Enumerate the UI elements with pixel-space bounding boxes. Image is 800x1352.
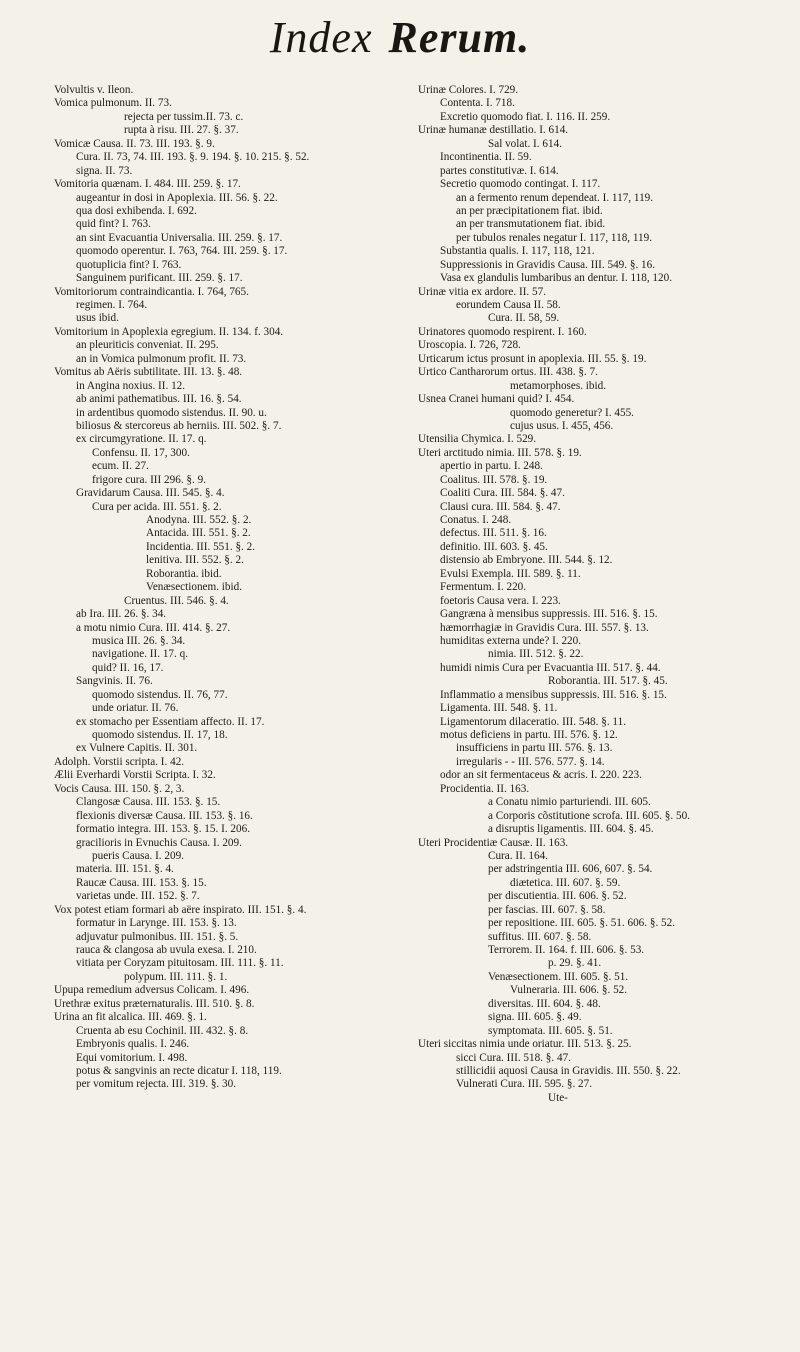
index-entry: Confensu. II. 17, 300.: [92, 446, 190, 459]
index-entry: Incidentia. III. 551. §. 2.: [146, 540, 256, 553]
index-entry: Substantia qualis. I. 117, 118, 121.: [440, 245, 595, 258]
index-entry: gracilioris in Evnuchis Causa. I. 209.: [76, 836, 242, 849]
index-entry: Vasa ex glandulis lumbaribus an dentur. I. 118, 120.: [440, 272, 672, 285]
index-entry: Urinæ humanæ destillatio. I. 614.: [418, 124, 569, 137]
index-entry: Roborantia. ibid.: [146, 567, 222, 580]
index-entry: humiditas externa unde? I. 220.: [440, 634, 582, 647]
index-entry: Procidentia. II. 163.: [440, 782, 530, 795]
index-entry: partes constitutivæ. I. 614.: [440, 164, 559, 177]
index-entry: motus deficiens in partu. III. 576. §. 12.: [440, 729, 618, 741]
index-entry: Uteri arctitudo nimia. III. 578. §. 19.: [418, 446, 582, 459]
index-entry: Vomitoriorum contraindicantia. I. 764, 765.: [54, 285, 249, 298]
index-entry: quid fint? I. 763.: [76, 218, 151, 231]
index-entry: ex stomacho per Essentiam affecto. II. 17.: [76, 715, 265, 728]
index-entry: quid? II. 16, 17.: [92, 661, 164, 674]
index-entry: rauca & clangosa ab uvula exesa. I. 210.: [76, 944, 257, 956]
index-entry: Coalitus. III. 578. §. 19.: [440, 473, 548, 486]
page-header: [0, 12, 800, 63]
index-entry: an per præcipitationem fiat. ibid.: [456, 204, 603, 217]
index-entry: Urinæ vitia ex ardore. II. 57.: [418, 285, 546, 298]
index-entry: sicci Cura. III. 518. §. 47.: [456, 1051, 571, 1064]
index-entry: Ute-: [548, 1091, 568, 1104]
index-entry: Cruentus. III. 546. §. 4.: [124, 594, 229, 607]
index-entry: Conatus. I. 248.: [440, 514, 512, 526]
index-entry: in Angina noxius. II. 12.: [76, 379, 186, 392]
index-entry: per adstringentia III. 606, 607. §. 54.: [488, 863, 653, 876]
index-entry: Coaliti Cura. III. 584. §. 47.: [440, 487, 565, 500]
index-entry: Vomitoria quænam. I. 484. III. 259. §. 17.: [54, 178, 241, 191]
index-entry: a Corporis cõstitutione scrofa. III. 605. §. 50.: [488, 809, 690, 822]
index-entry: Urethræ exitus præternaturalis. III. 510. §. 8.: [54, 997, 255, 1010]
index-entry: Upupa remedium adversus Colicam. I. 496.: [54, 984, 250, 997]
index-entry: defectus. III. 511. §. 16.: [440, 527, 547, 540]
index-entry: vitiata per Coryzam pituitosam. III. 111. §. 11.: [76, 957, 284, 970]
index-entry: quotuplicia fint? I. 763.: [76, 258, 182, 271]
index-entry: Vox potest etiam formari ab aëre inspirato. III. 151. §. 4.: [54, 903, 307, 916]
index-entry: adjuvatur pulmonibus. III. 151. §. 5.: [76, 930, 239, 943]
index-entry: Suppressionis in Gravidis Causa. III. 549. §. 16.: [440, 258, 656, 271]
index-entry: per vomitum rejecta. III. 319. §. 30.: [76, 1078, 236, 1091]
index-entry: Urinatores quomodo respirent. I. 160.: [418, 325, 587, 338]
index-entry: foetoris Causa vera. I. 223.: [440, 594, 561, 607]
index-entry: quomodo operentur. I. 763, 764. III. 259. §. 17.: [76, 245, 288, 258]
index-entry: eorundem Causa II. 58.: [456, 299, 561, 311]
index-entry: Clausi cura. III. 584. §. 47.: [440, 500, 561, 513]
index-entry: Sanguinem purificant. III. 259. §. 17.: [76, 272, 243, 285]
index-entry: formatur in Larynge. III. 153. §. 13.: [76, 917, 237, 930]
index-entry: a motu nimio Cura. III. 414. §. 27.: [76, 621, 231, 634]
index-entry: Volvultis v. Ileon.: [54, 84, 134, 96]
index-entry: ecum. II. 27.: [92, 460, 149, 473]
index-entry: Venæsectionem. III. 605. §. 51.: [488, 970, 629, 983]
index-entry: Antacida. III. 551. §. 2.: [146, 527, 251, 540]
index-entry: navigatione. II. 17. q.: [92, 648, 189, 661]
index-entry: Excretio quomodo fiat. I. 116. II. 259.: [440, 110, 611, 123]
index-entry: in ardentibus quomodo sistendus. II. 90. u.: [76, 406, 267, 419]
index-entry: Ligamentorum dilaceratio. III. 548. §. 11.: [440, 715, 626, 728]
index-entry: Evulsi Exempla. III. 589. §. 11.: [440, 567, 581, 580]
index-entry: per discutientia. III. 606. §. 52.: [488, 890, 627, 903]
index-entry: Inflammatio a mensibus suppressis. III. 516. §. 15.: [440, 688, 667, 701]
index-entry: Vulnerati Cura. III. 595. §. 27.: [456, 1078, 593, 1091]
index-entry: signa. III. 605. §. 49.: [488, 1011, 582, 1024]
index-entry: Fermentum. I. 220.: [440, 581, 527, 594]
index-entry: apertio in partu. I. 248.: [440, 460, 543, 473]
index-entry: signa. II. 73.: [76, 164, 133, 177]
index-entry: biliosus & stercoreus ab herniis. III. 502. §. 7.: [76, 419, 282, 432]
index-entry: varietas unde. III. 152. §. 7.: [76, 890, 200, 903]
index-entry: Contenta. I. 718.: [440, 97, 515, 110]
index-entry: Raucæ Causa. III. 153. §. 15.: [76, 876, 207, 889]
index-entry: a disruptis ligamentis. III. 604. §. 45.: [488, 823, 654, 836]
index-entry: Clangosæ Causa. III. 153. §. 15.: [76, 796, 221, 809]
index-entry: Ælii Everhardi Vorstii Scripta. I. 32.: [54, 769, 216, 782]
index-entry: Uteri siccitas nimia unde oriatur. III. 513. §. 25.: [418, 1038, 632, 1051]
index-entry: cujus usus. I. 455, 456.: [510, 419, 614, 432]
left-index-column: [54, 84, 409, 1344]
index-entry: Urinæ Colores. I. 729.: [418, 84, 519, 96]
index-entry: ab Ira. III. 26. §. 34.: [76, 608, 167, 621]
index-entry: Usnea Cranei humani quid? I. 454.: [418, 393, 575, 406]
index-entry: Anodyna. III. 552. §. 2.: [146, 514, 252, 526]
index-entry: materia. III. 151. §. 4.: [76, 863, 174, 876]
index-entry: regimen. I. 764.: [76, 299, 148, 311]
index-entry: distensio ab Embryone. III. 544. §. 12.: [440, 554, 613, 567]
index-entry: Vulneraria. III. 606. §. 52.: [510, 984, 628, 997]
index-entry: Urticarum ictus prosunt in apoplexia. III. 55. §. 19.: [418, 352, 647, 365]
index-entry: lenitiva. III. 552. §. 2.: [146, 554, 244, 567]
index-entry: Roborantia. III. 517. §. 45.: [548, 675, 668, 688]
index-entry: Urina an fit alcalica. III. 469. §. 1.: [54, 1011, 207, 1024]
index-entry: Uteri Procidentiæ Causæ. II. 163.: [418, 836, 569, 849]
index-entry: quomodo sistendus. II. 76, 77.: [92, 688, 228, 701]
index-entry: Sal volat. I. 614.: [488, 137, 562, 150]
index-entry: Secretio quomodo contingat. I. 117.: [440, 178, 601, 191]
index-entry: Venæsectionem. ibid.: [146, 581, 243, 594]
index-entry: Cura. II. 164.: [488, 849, 548, 862]
index-entry: per tubulos renales negatur I. 117, 118, 119.: [456, 231, 653, 244]
header-rerum-word: Rerum.: [388, 13, 531, 62]
index-entry: an a fermento renum dependeat. I. 117, 119.: [456, 191, 654, 204]
index-entry: irregularis - - III. 576. 577. §. 14.: [456, 755, 605, 768]
index-entry: Gangræna à mensibus suppressis. III. 516. §. 15.: [440, 608, 658, 621]
index-entry: flexionis diversæ Causa. III. 153. §. 16.: [76, 809, 253, 822]
index-entry: Cura per acida. III. 551. §. 2.: [92, 500, 222, 513]
index-entry: diversitas. III. 604. §. 48.: [488, 997, 601, 1010]
index-entry: Terrorem. II. 164. f. III. 606. §. 53.: [488, 944, 645, 956]
index-entry: per fascias. III. 607. §. 58.: [488, 903, 606, 916]
index-entry: an sint Evacuantia Universalia. III. 259. §. 17.: [76, 231, 283, 244]
index-entry: symptomata. III. 605. §. 51.: [488, 1024, 613, 1037]
index-entry: rupta à risu. III. 27. §. 37.: [124, 124, 239, 137]
right-index-column: [418, 84, 773, 1344]
index-entry: frigore cura. III 296. §. 9.: [92, 473, 207, 486]
index-entry: Vocis Causa. III. 150. §. 2, 3.: [54, 782, 185, 795]
index-entry: metamorphoses. ibid.: [510, 379, 607, 392]
index-entry: suffitus. III. 607. §. 58.: [488, 930, 592, 943]
index-entry: potus & sangvinis an recte dicatur I. 118, 119.: [76, 1064, 282, 1077]
index-entry: unde oriatur. II. 76.: [92, 702, 179, 715]
index-entry: a Conatu nimio parturiendi. III. 605.: [488, 796, 651, 809]
index-entry: qua dosi exhibenda. I. 692.: [76, 204, 197, 217]
index-entry: musica III. 26. §. 34.: [92, 634, 186, 647]
index-entry: Cruenta ab esu Cochinil. III. 432. §. 8.: [76, 1024, 249, 1037]
index-entry: usus ibid.: [76, 312, 119, 325]
index-entry: Adolph. Vorstii scripta. I. 42.: [54, 755, 185, 768]
index-entry: ab animi pathematibus. III. 16. §. 54.: [76, 393, 242, 406]
index-entry: odor an sit fermentaceus & acris. I. 220. 223.: [440, 769, 642, 782]
index-entry: Sangvinis. II. 76.: [76, 675, 153, 688]
index-entry: nimia. III. 512. §. 22.: [488, 648, 584, 661]
index-entry: insufficiens in partu III. 576. §. 13.: [456, 742, 613, 755]
index-entry: diætetica. III. 607. §. 59.: [510, 876, 621, 889]
index-entry: augeantur in dosi in Apoplexia. III. 56. §. 22.: [76, 191, 278, 204]
index-entry: polypum. III. 111. §. 1.: [124, 970, 228, 983]
index-entry: an pleuriticis conveniat. II. 295.: [76, 339, 219, 352]
index-entry: Embryonis qualis. I. 246.: [76, 1038, 190, 1051]
header-index-word: Index: [269, 13, 373, 62]
index-entry: Urtico Cantharorum ortus. III. 438. §. 7.: [418, 366, 598, 379]
index-entry: Vomitorium in Apoplexia egregium. II. 134. f. 304.: [54, 325, 284, 338]
index-entry: Gravidarum Causa. III. 545. §. 4.: [76, 487, 225, 500]
index-entry: per repositione. III. 605. §. 51. 606. §. 52.: [488, 917, 676, 930]
index-entry: an per transmutationem fiat. ibid.: [456, 218, 606, 231]
index-entry: quomodo generetur? I. 455.: [510, 406, 634, 419]
index-entry: p. 29. §. 41.: [548, 957, 602, 970]
index-entry: definitio. III. 603. §. 45.: [440, 540, 548, 553]
index-entry: rejecta per tussim.II. 73. c.: [124, 110, 244, 123]
index-entry: Cura. II. 58, 59.: [488, 312, 560, 325]
index-entry: stillicidii aquosi Causa in Gravidis. III. 550. §. 22.: [456, 1064, 681, 1077]
index-entry: Incontinentia. II. 59.: [440, 151, 532, 164]
index-entry: Vomitus ab Aëris subtilitate. III. 13. §. 48.: [54, 366, 243, 379]
index-entry: Equi vomitorium. I. 498.: [76, 1051, 188, 1064]
index-entry: Utensilia Chymica. I. 529.: [418, 433, 537, 446]
index-entry: an in Vomica pulmonum profit. II. 73.: [76, 352, 247, 365]
index-entry: hæmorrhagiæ in Gravidis Cura. III. 557. §. 13.: [440, 621, 649, 634]
index-entry: Cura. II. 73, 74. III. 193. §. 9. 194. §. 10. 215. §. 52.: [76, 151, 310, 164]
index-entry: humidi nimis Cura per Evacuantia III. 517. §. 44.: [440, 661, 661, 674]
index-entry: Uroscopia. I. 726, 728.: [418, 339, 521, 352]
index-entry: Ligamenta. III. 548. §. 11.: [440, 702, 558, 715]
index-entry: formatio integra. III. 153. §. 15. I. 206.: [76, 823, 250, 836]
index-entry: ex Vulnere Capitis. II. 301.: [76, 742, 198, 755]
index-entry: Vomica pulmonum. II. 73.: [54, 97, 172, 110]
index-entry: ex circumgyratione. II. 17. q.: [76, 433, 207, 446]
index-entry: pueris Causa. I. 209.: [92, 849, 184, 862]
index-entry: Vomicæ Causa. II. 73. III. 193. §. 9.: [54, 137, 215, 150]
index-entry: quomodo sistendus. II. 17, 18.: [92, 729, 228, 741]
